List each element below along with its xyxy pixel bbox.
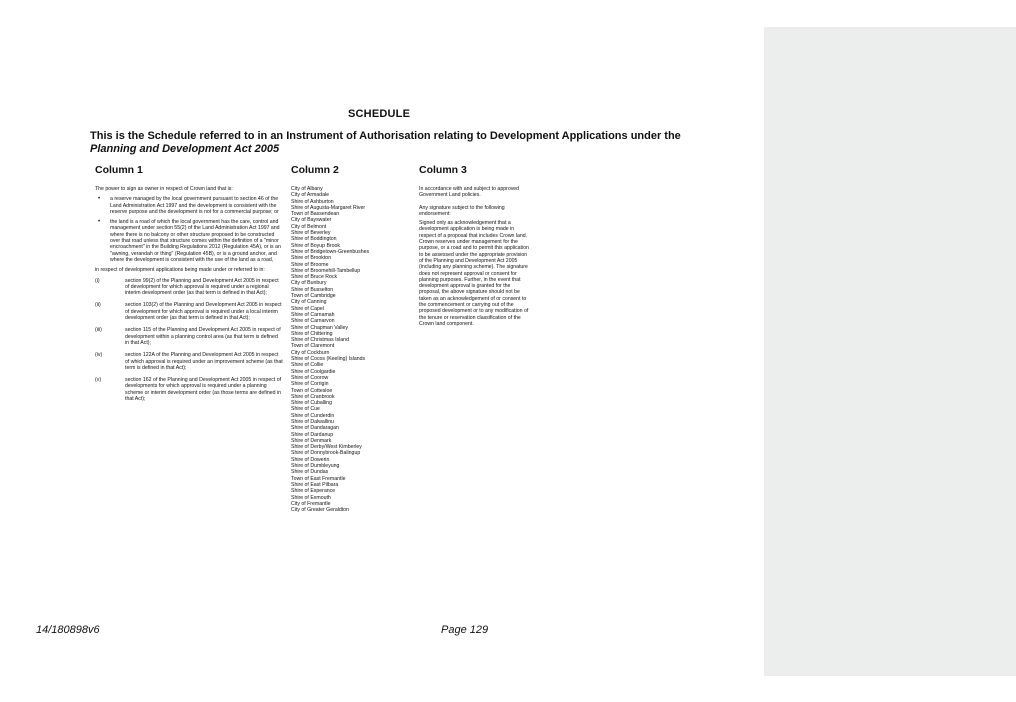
clause-text: section 122A of the Planning and Development Act 2005 in respect of which approval is required under an improvement scheme (as that term is defined in that Act); xyxy=(125,352,283,371)
column-3-body xyxy=(419,186,529,330)
local-government-item: Shire of Cunderdin xyxy=(291,412,335,419)
local-government-item: Shire of Broome xyxy=(291,261,329,268)
column-2-header: Column 2 xyxy=(291,164,339,176)
local-government-item: Shire of Chittering xyxy=(291,330,333,337)
column-1-bullet-road: • the land is a road of which the local government has the care, control and management under section 55(2) of the Land Administration Act 1997 and where there is no balcony or other structure proposed to be constructed over that road unless that structure comes within the definition of a "minor encroachment" in the Building Regulations 2012 (Regulation 45A), or is an "awning, verandah or thing" (Regulation 45B), or is a ground anchor, and where the development is consistent with the use of the land as a road, xyxy=(95,219,283,263)
local-government-item: Shire of Dalwallinu xyxy=(291,418,334,425)
column-3-endorsement-intro: Any signature subject to the following endorsement: xyxy=(419,204,505,217)
local-government-item: Shire of Cranbrook xyxy=(291,393,335,400)
local-government-item: Shire of Augusta-Margaret River xyxy=(291,204,366,211)
local-government-item: Shire of Cue xyxy=(291,406,320,413)
local-government-item: Shire of Dumbleyung xyxy=(291,463,340,470)
local-government-item: Shire of Chapman Valley xyxy=(291,324,348,331)
local-government-item: Shire of Dowerin xyxy=(291,456,330,463)
local-government-item: Shire of Coorow xyxy=(291,374,329,381)
clause-text: section 115 of the Planning and Development Act 2005 in respect of development within a planning control area (as that term is defined in that Act); xyxy=(125,327,281,346)
local-government-item: Shire of Dundas xyxy=(291,469,329,476)
local-government-item: City of Cockburn xyxy=(291,349,330,356)
local-government-item: Shire of Busselton xyxy=(291,286,334,293)
local-government-item: Shire of Carnarvon xyxy=(291,318,335,325)
local-government-item: Shire of East Pilbara xyxy=(291,481,339,488)
local-government-item: Shire of Boyup Brook xyxy=(291,242,341,249)
column-1-intro: The power to sign as owner in respect of Crown land that is: xyxy=(95,186,233,192)
local-government-item: Shire of Cuballing xyxy=(291,400,332,407)
clause-number: (iii) xyxy=(95,327,102,334)
local-government-item: Town of Cottesloe xyxy=(291,387,333,394)
clause-text: section 99(2) of the Planning and Development Act 2005 in respect of development for which approval is required under a regional interim development order (as that term is defined in that Act); xyxy=(125,277,279,297)
clause-number: (v) xyxy=(95,377,102,384)
clause-number: (i) xyxy=(95,277,100,284)
column-1-mid: in respect of development applications being made under or referred to in: xyxy=(95,267,265,274)
local-government-item: Shire of Corrigin xyxy=(291,381,329,388)
local-government-item: Shire of Bridgetown-Greenbushes xyxy=(291,248,370,255)
schedule-title: This is the Schedule referred to in an Instrument of Authorisation relating to Development Applications under the xyxy=(90,130,681,142)
local-government-item: City of Bunbury xyxy=(291,280,327,287)
local-government-item: City of Fremantle xyxy=(291,500,331,507)
document-reference: 14/180898v6 xyxy=(36,624,100,636)
local-government-item: Shire of Carnamah xyxy=(291,311,335,318)
local-government-item: Town of Claremont xyxy=(291,343,335,350)
local-government-item: Town of Cambridge xyxy=(291,293,336,300)
local-government-item: Shire of Christmas Island xyxy=(291,337,349,344)
local-government-item: City of Albany xyxy=(291,186,323,192)
clause-text: section 103(2) of the Planning and Development Act 2005 in respect of development for which approval is required under a local interim development order (as that term is defined in that Act); xyxy=(125,302,282,322)
local-government-item: Shire of Derby/West Kimberley xyxy=(291,444,362,451)
local-government-item: Shire of Boddington xyxy=(291,236,337,243)
clause-number: (ii) xyxy=(95,302,101,309)
local-government-item: Shire of Dandaragan xyxy=(291,425,339,432)
local-government-item: City of Bayswater xyxy=(291,217,332,224)
column-2-list xyxy=(291,186,401,513)
local-government-item: City of Armadale xyxy=(291,192,330,199)
local-government-item: Shire of Beverley xyxy=(291,230,331,237)
clause-item xyxy=(95,352,283,371)
local-government-item: City of Canning xyxy=(291,299,327,306)
local-government-item: Shire of Dardanup xyxy=(291,431,334,438)
local-government-item: Shire of Ashburton xyxy=(291,198,334,205)
local-government-item: Shire of Exmouth xyxy=(291,494,331,501)
clause-item xyxy=(95,278,283,297)
local-government-item: Shire of Bruce Rock xyxy=(291,274,338,281)
page-number: Page 129 xyxy=(441,624,489,636)
column-1-body xyxy=(95,186,283,408)
column-1-bullet-reserve: • a reserve managed by the local government pursuant to section 46 of the Land Administration Act 1997 and the development is consistent with the reserve purpose and the development is not for a commercial purpose; or xyxy=(95,196,283,215)
local-government-item: City of Belmont xyxy=(291,223,327,230)
local-government-item: Shire of Broomehill-Tambellup xyxy=(291,267,361,274)
local-government-item: Shire of Collie xyxy=(291,362,324,369)
column-3-policy: In accordance with and subject to approved Government Land policies. xyxy=(419,186,520,199)
local-government-item: Shire of Donnybrook-Balingup xyxy=(291,450,361,457)
local-government-item: Shire of Cocos (Keeling) Islands xyxy=(291,356,366,363)
column-1-header: Column 1 xyxy=(95,164,143,176)
local-government-item: Shire of Coolgardie xyxy=(291,368,336,375)
schedule-heading: SCHEDULE xyxy=(348,108,411,120)
column-3-endorsement: Signed only as acknowledgement that a development application is being made in respect of a proposal that includes Crown land. Crown reserves under management for the purpose, or a road and to permit this application to be assessed under the appropriate provision of the Planning and Development Act 2005 (including any planning scheme). The signature does not represent approval or consent for planning purposes. Further, in the event that development approval is granted for the proposal, the above signature should not be taken as an acknowledgement of or consent to the commencement or carrying out of the proposed development or to any modification of the tenure or reservation classification of the Crown land component. xyxy=(419,220,529,327)
schedule-title-act: Planning and Development Act 2005 xyxy=(90,143,280,155)
side-panel xyxy=(764,27,1016,676)
clause-item xyxy=(95,327,283,346)
column-3-header: Column 3 xyxy=(419,164,467,176)
clause-item xyxy=(95,377,283,402)
clause-text: section 162 of the Planning and Development Act 2005 in respect of developments for which approval is required under a planning scheme or interim development order (as those terms are defined in that Act); xyxy=(125,377,282,403)
local-government-item: City of Greater Geraldton xyxy=(291,507,349,514)
local-government-item: Town of Bassendean xyxy=(291,211,340,218)
clause-number: (iv) xyxy=(95,352,103,359)
local-government-item: Shire of Esperance xyxy=(291,488,336,495)
local-government-item: Shire of Capel xyxy=(291,305,324,312)
local-government-item: Town of East Fremantle xyxy=(291,475,346,482)
local-government-item: Shire of Denmark xyxy=(291,437,332,444)
local-government-item: Shire of Brookton xyxy=(291,255,332,262)
clause-item xyxy=(95,302,283,321)
